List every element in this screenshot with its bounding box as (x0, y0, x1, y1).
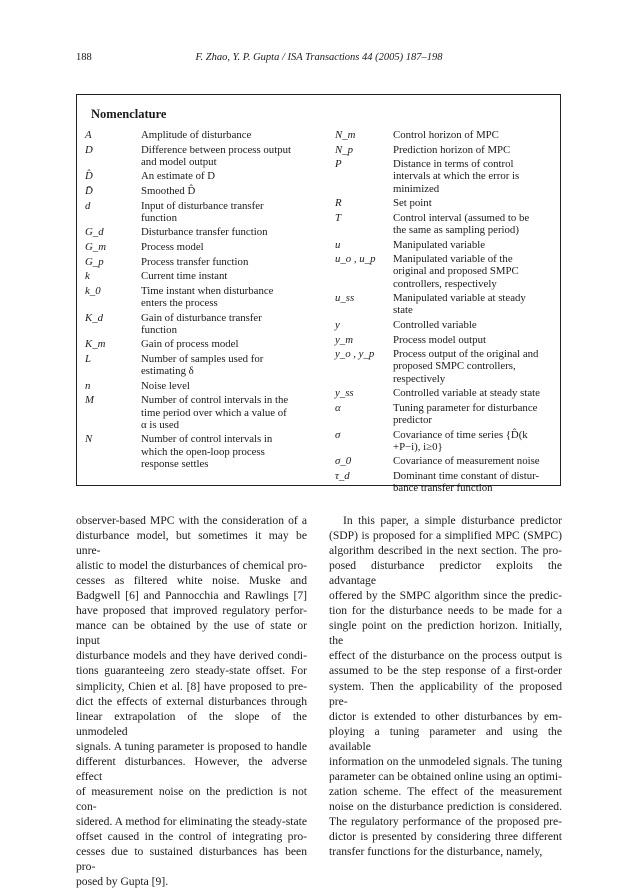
nomenclature-entry (335, 429, 557, 453)
definition-line: Number of control intervals in (141, 433, 273, 446)
nomenclature-symbol: R (335, 197, 342, 210)
body-line: mance can be obtained by the use of state or input (76, 619, 307, 648)
nomenclature-entry (85, 394, 311, 431)
definition-line: original and proposed SMPC (393, 265, 519, 278)
nomenclature-symbol: n (85, 379, 91, 392)
nomenclature-definition (393, 429, 557, 453)
nomenclature-symbol: σ_0 (335, 455, 352, 468)
nomenclature-definition (393, 348, 557, 385)
definition-line: Time instant when disturbance (141, 284, 274, 297)
nomenclature-entry (85, 170, 311, 182)
journal-citation: F. Zhao, Y. P. Gupta / ISA Transactions 44 (2005) 187–198 (195, 52, 443, 63)
definition-line: bance transfer function (393, 482, 493, 495)
body-line: dict the effects of external disturbances through (76, 694, 307, 708)
definition-line: state (393, 304, 413, 317)
body-line: parameter can be obtained online using an optimi- (329, 769, 562, 783)
nomenclature-definition (141, 241, 311, 253)
nomenclature-box (76, 94, 561, 495)
nomenclature-definition (393, 239, 557, 251)
nomenclature-entry (335, 334, 557, 346)
body-line: dictor is extended to other disturbances by em- (329, 709, 562, 723)
nomenclature-entry (335, 402, 557, 426)
definition-line: Gain of process model (141, 338, 239, 351)
body-line: disturbance model, but sometimes it may be unre- (76, 529, 307, 558)
nomenclature-definition (141, 144, 311, 168)
nomenclature-symbol: P (335, 158, 342, 171)
nomenclature-entry (85, 380, 311, 392)
nomenclature-entry (85, 226, 311, 238)
nomenclature-symbol: T (335, 211, 342, 224)
page-number: 188 (76, 52, 92, 63)
definition-line: α is used (141, 418, 180, 431)
definition-line: function (141, 323, 177, 336)
nomenclature-definition (141, 338, 311, 350)
nomenclature-symbol: D̂ (85, 170, 93, 183)
definition-line: Control interval (assumed to be (393, 211, 530, 224)
body-line: information on the unmodeled signals. The tuning (329, 754, 562, 768)
nomenclature-entry (85, 270, 311, 282)
definition-line: Controlled variable (393, 318, 477, 331)
body-line: effect of the disturbance on the process output is (329, 649, 562, 663)
nomenclature-entry (85, 338, 311, 350)
body-line: tions guaranteeing zero steady-state offset. For (76, 664, 307, 678)
definition-line: Control horizon of MPC (393, 129, 499, 141)
definition-line: Set point (393, 197, 432, 210)
definition-line: Input of disturbance transfer (141, 199, 264, 212)
body-line: cesses due to sustained disturbances has been pro- (76, 845, 307, 874)
nomenclature-entry (335, 292, 557, 316)
nomenclature-symbol: A (85, 129, 92, 141)
definition-line: which the open-loop process (141, 445, 265, 458)
nomenclature-definition (141, 256, 311, 268)
nomenclature-symbol: N_m (335, 129, 356, 141)
nomenclature-entry (335, 197, 557, 209)
nomenclature-entry (335, 470, 557, 494)
nomenclature-entry (85, 256, 311, 268)
nomenclature-definition (393, 470, 557, 494)
definition-line: time period over which a value of (141, 406, 287, 419)
nomenclature-symbol: L (85, 352, 92, 365)
body-text-column-2 (329, 513, 562, 859)
body-line: cesses as filtered white noise. Muske and (76, 574, 307, 588)
body-line: (SDP) is proposed for a simplified MPC (SMPC) (329, 529, 562, 543)
definition-line: intervals at which the error is (393, 170, 520, 183)
definition-line: Process output of the original and (393, 348, 539, 361)
definition-line: enters the process (141, 296, 218, 309)
nomenclature-definition (141, 270, 311, 282)
body-line: offered by the SMPC algorithm since the predic- (329, 589, 562, 603)
definition-line: Noise level (141, 379, 190, 392)
nomenclature-definition (393, 319, 557, 331)
definition-line: and model output (141, 155, 217, 168)
body-line: transfer functions for the disturbance, namely, (329, 845, 543, 859)
body-line: dictor is presented by considering three different (329, 829, 562, 843)
nomenclature-entry (85, 312, 311, 336)
body-line: In this paper, a simple disturbance predictor (343, 514, 562, 527)
nomenclature-definition (393, 253, 557, 290)
body-line: posed by Gupta [9]. (76, 875, 169, 889)
nomenclature-symbol: u_o , u_p (335, 253, 376, 266)
nomenclature-definition (141, 312, 311, 336)
definition-line: response settles (141, 457, 209, 470)
nomenclature-definition (141, 226, 311, 238)
nomenclature-symbol: D (85, 143, 93, 156)
body-line: assumed to be the step response of a first-order (329, 664, 562, 678)
definition-line: Number of samples used for (141, 352, 264, 365)
definition-line: Covariance of time series {D̂(k (393, 428, 528, 441)
nomenclature-definition (393, 455, 557, 467)
nomenclature-definition (141, 185, 311, 197)
nomenclature-symbol: k_0 (85, 284, 101, 297)
nomenclature-symbol: y_m (335, 333, 353, 346)
nomenclature-symbol: y (335, 318, 340, 331)
nomenclature-symbol: N (85, 433, 93, 446)
body-line: observer-based MPC with the consideration of a (76, 514, 307, 527)
nomenclature-definition (393, 292, 557, 316)
nomenclature-symbol: G_d (85, 226, 104, 239)
body-line: disturbance models and they have derived condi- (76, 649, 307, 663)
nomenclature-definition (393, 387, 557, 399)
body-line: signals. A tuning parameter is proposed to handle (76, 739, 307, 753)
body-line: offset caused in the control of integrating pro- (76, 829, 307, 843)
nomenclature-entry (335, 239, 557, 251)
definition-line: Covariance of measurement noise (393, 455, 540, 468)
nomenclature-symbol: D̄ (85, 184, 93, 197)
nomenclature-symbol: N_p (335, 143, 353, 156)
definition-line: An estimate of D (141, 170, 216, 183)
nomenclature-title: Nomenclature (91, 107, 167, 121)
nomenclature-entry (335, 319, 557, 331)
definition-line: Amplitude of disturbance (141, 129, 252, 141)
definition-line: Process model (141, 240, 204, 253)
nomenclature-definition (393, 144, 557, 156)
nomenclature-symbol: y_o , y_p (335, 348, 375, 361)
definition-line: Manipulated variable of the (393, 253, 513, 266)
definition-line: function (141, 211, 177, 224)
definition-line: Process transfer function (141, 255, 249, 268)
nomenclature-symbol: u_ss (335, 292, 355, 305)
nomenclature-definition (141, 170, 311, 182)
definition-line: Prediction horizon of MPC (393, 143, 511, 156)
nomenclature-entry (85, 433, 311, 470)
definition-line: Current time instant (141, 270, 228, 283)
nomenclature-entry (85, 185, 311, 197)
nomenclature-entry (85, 241, 311, 253)
nomenclature-definition (141, 200, 311, 224)
body-text-column-1 (76, 513, 307, 889)
nomenclature-entry (335, 129, 557, 141)
definition-line: Tuning parameter for disturbance (393, 401, 538, 414)
definition-line: predictor (393, 413, 432, 426)
nomenclature-definition (141, 285, 311, 309)
nomenclature-entry (85, 200, 311, 224)
nomenclature-definition (393, 197, 557, 209)
body-line: algorithm described in the next section. The pro- (329, 544, 562, 558)
nomenclature-entry (85, 285, 311, 309)
definition-line: Dominant time constant of distur- (393, 469, 540, 482)
definition-line: the same as sampling period) (393, 223, 519, 236)
nomenclature-definition (141, 380, 311, 392)
body-line: zation scheme. The effect of the measurement (329, 784, 562, 798)
nomenclature-symbol: K_d (85, 311, 103, 324)
nomenclature-definition (393, 212, 557, 236)
nomenclature-symbol: G_p (85, 255, 104, 268)
nomenclature-symbol: σ (335, 428, 341, 441)
definition-line: proposed SMPC controllers, (393, 360, 516, 373)
body-line: noise on the disturbance prediction is considered. (329, 799, 562, 813)
nomenclature-entry (335, 212, 557, 236)
nomenclature-definition (141, 394, 311, 431)
definition-line: Process model output (393, 333, 486, 346)
definition-line: Manipulated variable at steady (393, 292, 526, 305)
nomenclature-definition (393, 334, 557, 346)
definition-line: Gain of disturbance transfer (141, 311, 262, 324)
nomenclature-entry (335, 455, 557, 467)
nomenclature-entry (335, 387, 557, 399)
body-line: different disturbances. However, the adverse effect (76, 754, 307, 783)
nomenclature-definition (393, 158, 557, 195)
body-line: system. Then the applicability of the proposed pre- (329, 679, 562, 708)
definition-line: +P−i), i≥0} (393, 440, 443, 453)
body-line: ploying a tuning parameter and using the available (329, 724, 562, 753)
definition-line: controllers, respectively (393, 277, 497, 290)
nomenclature-symbol: M (85, 394, 94, 407)
body-line: of measurement noise on the prediction is not con- (76, 784, 307, 813)
nomenclature-definition (393, 402, 557, 426)
definition-line: Smoothed D̂ (141, 184, 196, 197)
definition-line: Number of control intervals in the (141, 394, 289, 407)
nomenclature-symbol: K_m (85, 338, 106, 351)
definition-line: Manipulated variable (393, 238, 486, 251)
body-line: have proposed that improved regulatory perfor- (76, 604, 307, 618)
definition-line: Disturbance transfer function (141, 226, 268, 239)
body-line: linear extrapolation of the slope of the unmodeled (76, 709, 307, 738)
nomenclature-symbol: G_m (85, 240, 106, 253)
body-line: simplicity, Chien et al. [8] have proposed to pre- (76, 679, 307, 693)
nomenclature-entry (85, 353, 311, 377)
definition-line: Difference between process output (141, 143, 291, 156)
nomenclature-entry (335, 158, 557, 195)
nomenclature-symbol: τ_d (335, 469, 350, 482)
body-line: sidered. A method for eliminating the steady-state (76, 814, 307, 828)
nomenclature-symbol: k (85, 270, 90, 283)
nomenclature-symbol: d (85, 199, 91, 212)
body-line: The regulatory performance of the proposed pre- (329, 814, 562, 828)
definition-line: estimating δ (141, 365, 194, 378)
nomenclature-definition (141, 129, 311, 141)
nomenclature-entry (335, 253, 557, 290)
definition-line: Controlled variable at steady state (393, 387, 540, 400)
nomenclature-definition (141, 353, 311, 377)
nomenclature-entry (85, 129, 311, 141)
nomenclature-definition (393, 129, 557, 141)
nomenclature-definition (141, 433, 311, 470)
nomenclature-symbol: u (335, 238, 341, 251)
body-line: single point on the prediction horizon. Initially, the (329, 619, 562, 648)
body-line: alistic to model the disturbances of chemical pro- (76, 559, 307, 573)
nomenclature-entry (85, 144, 311, 168)
nomenclature-left-column (85, 129, 311, 472)
definition-line: respectively (393, 372, 446, 385)
nomenclature-entry (335, 144, 557, 156)
nomenclature-entry (335, 348, 557, 385)
body-line: Badgwell [6] and Pannocchia and Rawlings [7] (76, 589, 307, 603)
definition-line: minimized (393, 182, 440, 195)
nomenclature-symbol: α (335, 401, 341, 414)
nomenclature-symbol: y_ss (335, 387, 354, 400)
nomenclature-right-column (335, 129, 557, 497)
body-line: tion for the disturbance needs to be made for a (329, 604, 562, 618)
definition-line: Distance in terms of control (393, 158, 514, 171)
body-line: posed disturbance predictor exploits the advantage (329, 559, 562, 588)
